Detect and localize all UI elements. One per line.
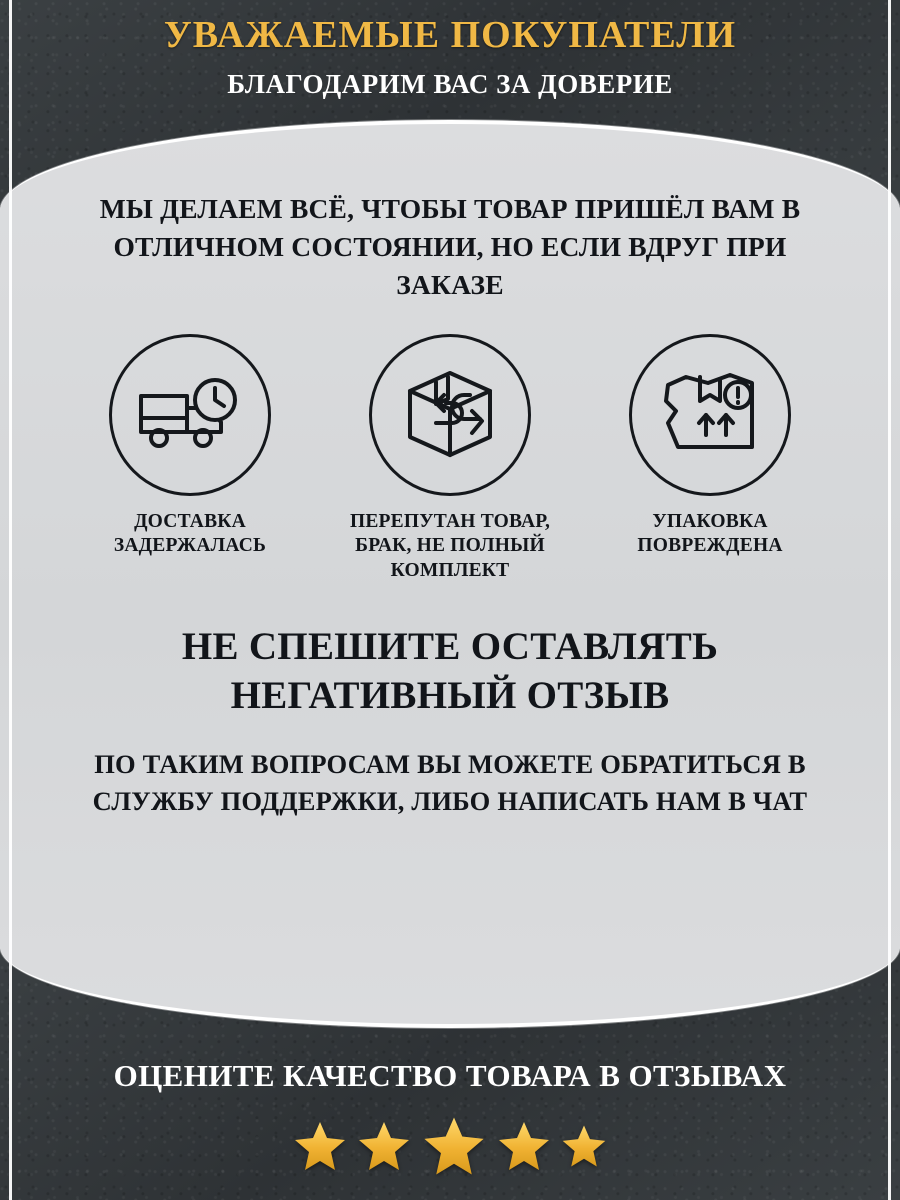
headline-text: НЕ СПЕШИТЕ ОСТАВЛЯТЬ НЕГАТИВНЫЙ ОТЗЫВ <box>181 624 719 717</box>
case-caption: ПЕРЕПУТАН ТОВАР, БРАК, НЕ ПОЛНЫЙ КОМПЛЕКТ <box>349 510 551 581</box>
header-subtitle: БЛАГОДАРИМ ВАС ЗА ДОВЕРИЕ <box>227 68 673 99</box>
header-title: УВАЖАЕМЫЕ ПОКУПАТЕЛИ <box>163 14 737 56</box>
star-icon <box>560 1123 608 1169</box>
case-delivery-delayed <box>76 334 304 559</box>
case-damaged-package <box>596 334 824 559</box>
footer-title: ОЦЕНИТЕ КАЧЕСТВО ТОВАРА В ОТЗЫВАХ <box>113 1058 787 1094</box>
footer <box>0 1057 900 1178</box>
star-icon <box>292 1119 348 1173</box>
star-icon <box>420 1114 488 1178</box>
damaged-package-icon <box>629 334 791 496</box>
intro-text: МЫ ДЕЛАЕМ ВСЁ, ЧТОБЫ ТОВАР ПРИШЁЛ ВАМ В ОТЛИЧНОМ СОСТОЯНИИ, НО ЕСЛИ ВДРУГ ПРИ ЗАКАЗЕ <box>99 193 801 300</box>
case-caption: УПАКОВКА ПОВРЕЖДЕНА <box>637 510 783 557</box>
cases-row <box>0 334 900 583</box>
box-return-arrow-icon <box>369 334 531 496</box>
support-text: ПО ТАКИМ ВОПРОСАМ ВЫ МОЖЕТЕ ОБРАТИТЬСЯ В СЛУЖБУ ПОДДЕРЖКИ, ЛИБО НАПИСАТЬ НАМ В ЧАТ <box>92 749 808 816</box>
rating-stars <box>0 1114 900 1178</box>
delivery-truck-clock-icon <box>109 334 271 496</box>
header <box>0 14 900 100</box>
case-caption: ДОСТАВКА ЗАДЕРЖАЛАСЬ <box>113 510 267 557</box>
star-icon <box>496 1119 552 1173</box>
main-content <box>0 190 900 820</box>
case-wrong-item <box>336 334 564 583</box>
star-icon <box>356 1119 412 1173</box>
